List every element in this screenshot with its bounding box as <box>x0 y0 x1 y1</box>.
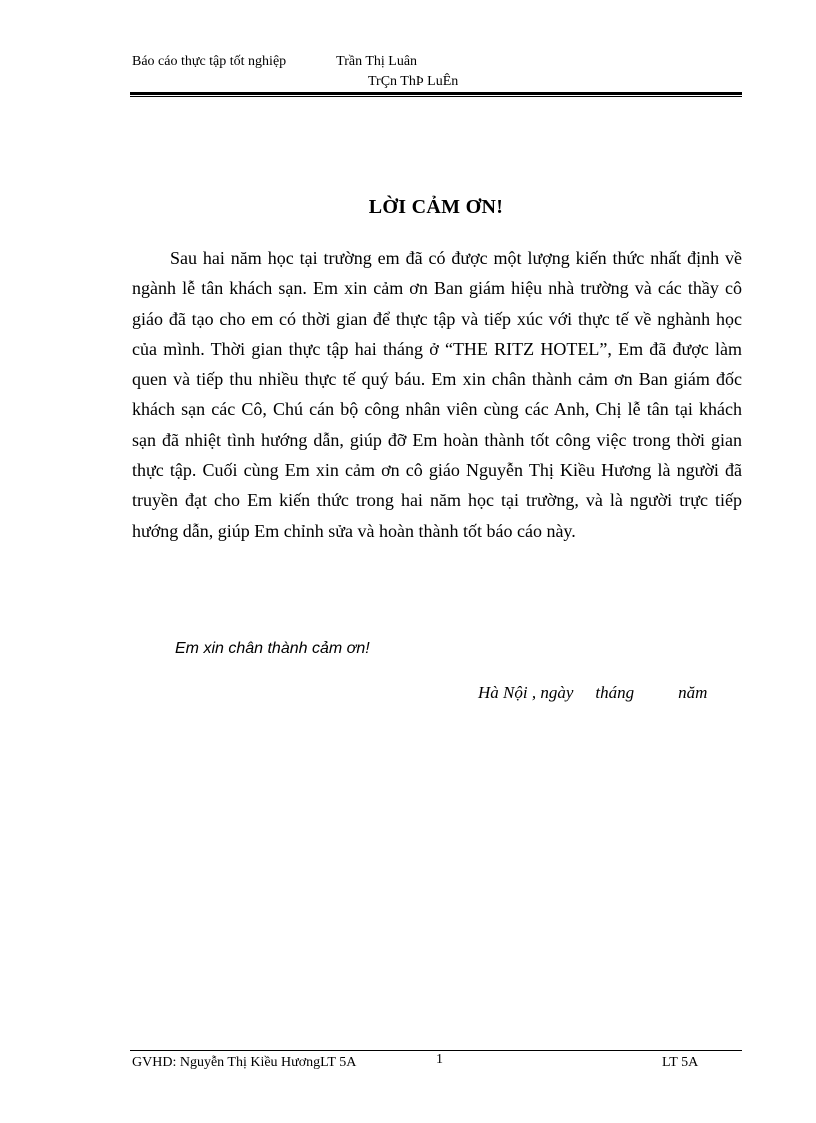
header-line <box>132 54 417 70</box>
header-author: Trần Thị Luân <box>336 54 418 69</box>
footer-rule <box>130 1050 742 1051</box>
acknowledgement-paragraph: Sau hai năm học tại trường em đã có được một lượng kiến thức nhất định về ngành lễ tân khách sạn. Em xin cảm ơn Ban giám hiệu nhà trường và các thầy cô giáo đã tạo cho em có thời gian để thực tập và tiếp xúc với thực tế về nghành học của mình. Thời gian thực tập hai tháng ở “THE RITZ HOTEL”, Em đã được làm quen và tiếp thu nhiều thực tế quý báu. Em xin chân thành cảm ơn Ban giám đốc khách sạn các Cô, Chú cán bộ công nhân viên cùng các Anh, Chị lễ tân tại khách sạn đã nhiệt tình hướng dẫn, giúp đỡ Em hoàn thành tốt công việc trong thời gian thực tập. Cuối cùng Em xin cảm ơn cô giáo Nguyễn Thị Kiều Hương là người đã truyền đạt cho Em kiến thức trong hai năm học tại trường, và là người trực tiếp hướng dẫn, giúp Em chỉnh sửa và hoàn thành tốt báo cáo này. <box>132 248 742 541</box>
header-rule-thin <box>130 96 742 97</box>
page-title: LỜI CẢM ƠN! <box>368 196 504 218</box>
date-line <box>478 683 707 703</box>
date-month: tháng <box>595 683 635 702</box>
date-year: năm <box>678 683 708 702</box>
header-rule-thick <box>130 92 742 95</box>
header-author-garbled: TrÇn ThÞ LuÊn <box>368 74 459 89</box>
report-label: Báo cáo thực tập tốt nghiệp <box>132 54 287 69</box>
footer-class: LT 5A <box>662 1055 699 1070</box>
page-number: 1 <box>436 1052 443 1067</box>
date-place-day: Hà Nội , ngày <box>478 683 574 702</box>
closing-thanks: Em xin chân thành cảm ơn! <box>175 640 370 657</box>
footer-supervisor: GVHD: Nguyễn Thị Kiều HươngLT 5A <box>132 1055 357 1070</box>
